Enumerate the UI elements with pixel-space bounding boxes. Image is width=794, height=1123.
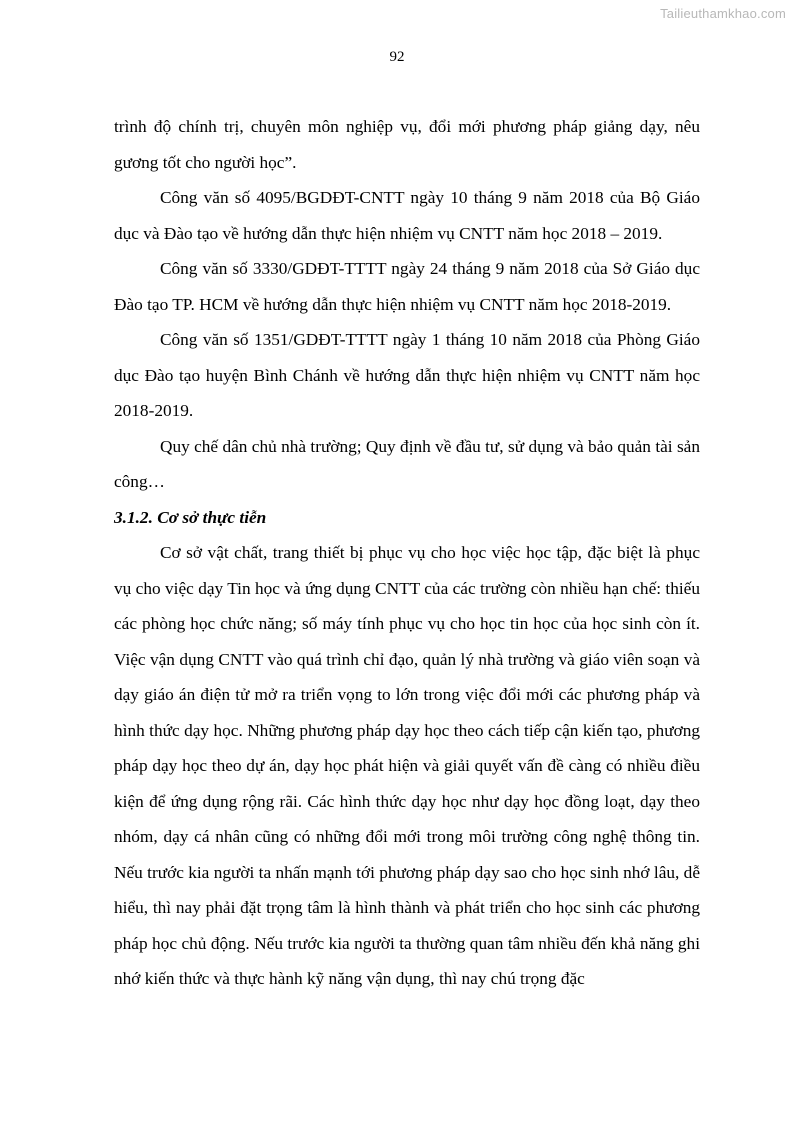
- paragraph-cong-van-1351: Công văn số 1351/GDĐT-TTTT ngày 1 tháng 10 năm 2018 của Phòng Giáo dục Đào tạo huyện Bình Chánh về hướng dẫn thực hiện nhiệm vụ CNTT năm học 2018-2019.: [114, 330, 700, 420]
- paragraph-continuation: trình độ chính trị, chuyên môn nghiệp vụ, đổi mới phương pháp giảng dạy, nêu gương tốt cho người học”.: [114, 117, 700, 172]
- document-body: [114, 109, 700, 997]
- page-number: 92: [389, 49, 405, 65]
- paragraph-quy-che: Quy chế dân chủ nhà trường; Quy định về đầu tư, sử dụng và bảo quản tài sản công…: [114, 436, 700, 491]
- watermark: Tailieuthamkhao.com: [660, 6, 786, 21]
- section-heading: 3.1.2. Cơ sở thực tiễn: [114, 507, 267, 527]
- paragraph-cong-van-3330: Công văn số 3330/GDĐT-TTTT ngày 24 tháng 9 năm 2018 của Sở Giáo dục Đào tạo TP. HCM về hướng dẫn thực hiện nhiệm vụ CNTT năm học 2018-2019.: [114, 259, 700, 314]
- paragraph-cong-van-4095: Công văn số 4095/BGDĐT-CNTT ngày 10 tháng 9 năm 2018 của Bộ Giáo dục và Đào tạo về hướng dẫn thực hiện nhiệm vụ CNTT năm học 2018 – 2019.: [114, 188, 700, 243]
- paragraph-co-so-thuc-tien: Cơ sở vật chất, trang thiết bị phục vụ cho học việc học tập, đặc biệt là phục vụ cho việc dạy Tin học và ứng dụng CNTT của các trường còn nhiều hạn chế: thiếu các phòng học chức năng; số máy tính phục vụ cho học tin học của học sinh còn ít. Việc vận dụng CNTT vào quá trình chỉ đạo, quản lý nhà trường và giáo viên soạn và dạy giáo án điện tử mở ra triển vọng to lớn trong việc đổi mới các phương pháp và hình thức dạy học. Những phương pháp dạy học theo cách tiếp cận kiến tạo, phương pháp dạy học theo dự án, dạy học phát hiện và giải quyết vấn đề càng có nhiều điều kiện để ứng dụng rộng rãi. Các hình thức dạy học như dạy học đồng loạt, dạy theo nhóm, dạy cá nhân cũng có những đổi mới trong môi trường công nghệ thông tin. Nếu trước kia người ta nhấn mạnh tới phương pháp dạy sao cho học sinh nhớ lâu, dễ hiểu, thì nay phải đặt trọng tâm là hình thành và phát triển cho học sinh các phương pháp học chủ động. Nếu trước kia người ta thường quan tâm nhiều đến khả năng ghi nhớ kiến thức và thực hành kỹ năng vận dụng, thì nay chú trọng đặc: [114, 543, 700, 988]
